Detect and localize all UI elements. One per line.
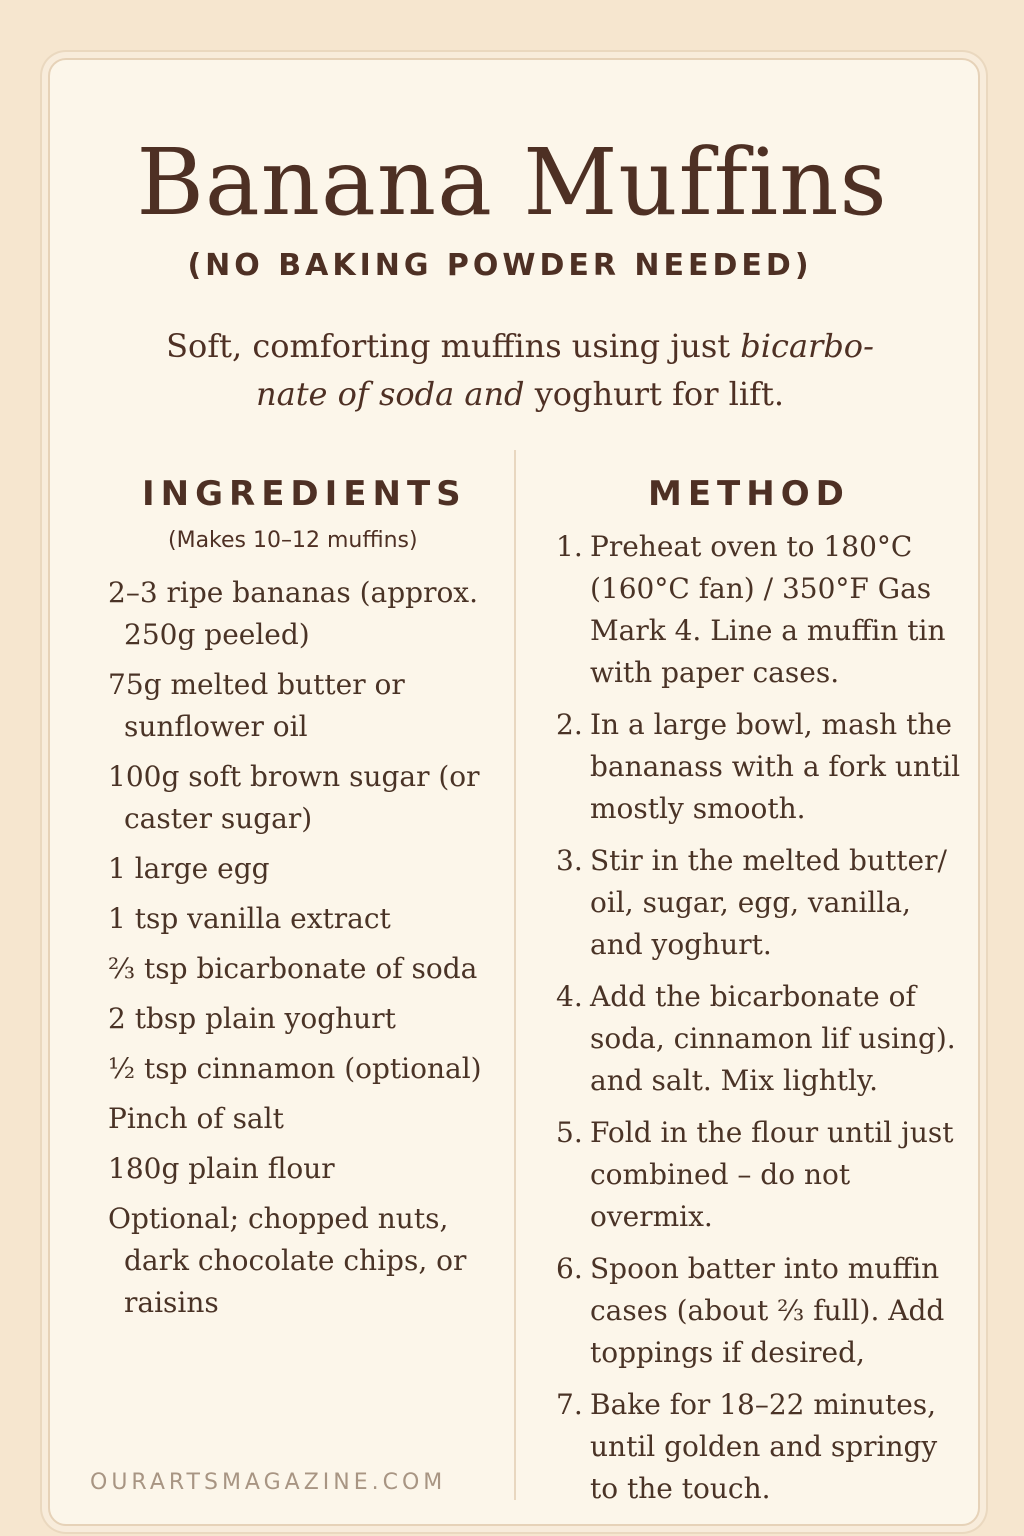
step-text: Preheat oven to 180°C (160°C fan) / 350°F Gas Mark 4. Line a muffin tin with paper cases. [590, 530, 946, 689]
ingredient-item: Optional; chopped nuts, dark chocolate chips, or raisins [108, 1202, 467, 1319]
step-number: 4. [556, 980, 583, 1013]
intro-text-2: yoghurt for lift. [524, 375, 784, 413]
method-heading: METHOD [648, 474, 850, 514]
step-text: Fold in the flour until just combined – do not overmix. [590, 1116, 954, 1233]
ingredient-item: 100g soft brown sugar (or caster sugar) [108, 760, 480, 835]
method-step [556, 1248, 966, 1374]
ingredient-item: 180g plain flour [108, 1152, 335, 1185]
method-step [556, 1112, 966, 1238]
step-number: 6. [556, 1252, 583, 1285]
ingredient-item: 1 tsp vanilla extract [108, 902, 391, 935]
method-step [556, 976, 966, 1102]
step-text: Add the bicarbonate of soda, cinnamon lif using). and salt. Mix lightly. [590, 980, 956, 1097]
step-number: 7. [556, 1388, 583, 1421]
ingredient-item: Pinch of salt [108, 1102, 284, 1135]
method-step [556, 840, 966, 966]
ingredient-item: ⅔ tsp bicarbonate of soda [108, 952, 478, 985]
recipe-title: Banana Muffins [136, 129, 888, 236]
ingredients-list [108, 572, 508, 1332]
method-step [556, 526, 966, 694]
ingredients-heading: INGREDIENTS [142, 474, 467, 514]
step-number: 1. [556, 530, 583, 563]
ingredient-item: 1 large egg [108, 852, 270, 885]
column-divider [514, 450, 516, 1500]
step-number: 3. [556, 844, 583, 877]
step-text: Spoon batter into muffin cases (about ⅔ full). Add toppings if desired, [590, 1252, 945, 1369]
recipe-intro [140, 322, 900, 418]
website-footer: OURARTSMAGAZINE.COM [90, 1470, 447, 1495]
ingredient-item: 2 tbsp plain yoghurt [108, 1002, 396, 1035]
ingredient-item: 75g melted butter or sunflower oil [108, 668, 405, 743]
ingredient-item: ½ tsp cinnamon (optional) [108, 1052, 482, 1085]
step-text: Stir in the melted butter/ oil, sugar, egg, vanilla, and yoghurt. [590, 844, 947, 961]
step-number: 2. [556, 708, 583, 741]
makes-note: (Makes 10–12 muffins) [168, 528, 418, 553]
step-text: Bake for 18–22 minutes, until golden and springy to the touch. [590, 1388, 938, 1505]
step-text: In a large bowl, mash the bananass with a fork until mostly smooth. [590, 708, 961, 825]
method-step [556, 704, 966, 830]
intro-italic-2: nate of soda and [256, 375, 525, 413]
intro-italic-1: bicarbo- [740, 327, 874, 365]
ingredient-item: 2–3 ripe bananas (approx. 250g peeled) [108, 576, 479, 651]
intro-text-1: Soft, comforting muffins using just [166, 327, 741, 365]
method-step [556, 1384, 966, 1510]
step-number: 5. [556, 1116, 583, 1149]
recipe-subtitle: (NO BAKING POWDER NEEDED) [187, 248, 813, 283]
method-list [556, 526, 966, 1520]
